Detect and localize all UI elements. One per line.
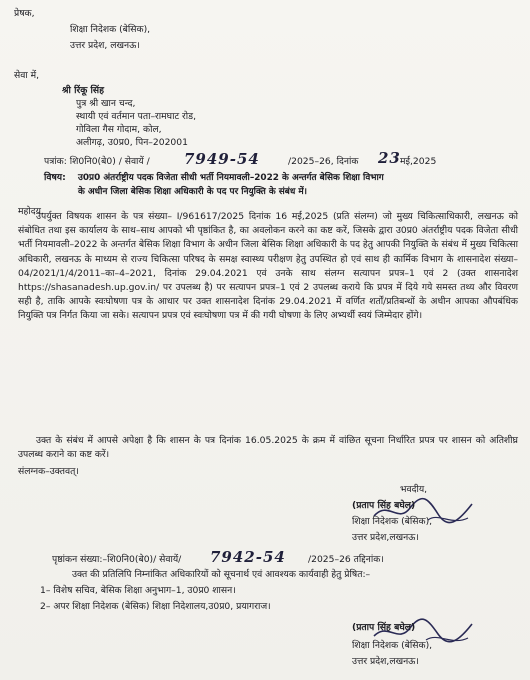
body-paragraph-1 xyxy=(18,210,518,324)
recipient-line-3: गोविला गैस गोदाम, कोल, xyxy=(76,124,162,135)
enclosure: संलग्नक–उक्तवत्। xyxy=(18,466,79,477)
subject-line-1: उ0प्र0 अंतर्राष्ट्रीय पदक विजेता सीधी भर्ती नियमावली–2022 के अन्तर्गत बेसिक शिक्षा विभाग xyxy=(78,173,384,183)
signatory-place-1: उत्तर प्रदेश,लखनऊ। xyxy=(352,532,419,543)
closing: भवदीय, xyxy=(400,484,428,495)
endorsement-item-2: 2– अपर शिक्षा निदेशक (बेसिक) शिक्षा निदेशालय,उ0प्र0, प्रयागराज। xyxy=(40,601,271,612)
endorsement-item-1: 1– विशेष सचिव, बेसिक शिक्षा अनुभाग–1, उ0प्र0 शासन। xyxy=(40,585,236,596)
subject-line-2: के अधीन जिला बेसिक शिक्षा अधिकारी के पद पर नियुक्ति के संबंध में। xyxy=(78,187,308,197)
signatory-title-2: शिक्षा निदेशक (बेसिक), xyxy=(352,640,433,651)
from-line-2: उत्तर प्रदेश, लखनऊ। xyxy=(70,40,140,51)
signatory-place-2: उत्तर प्रदेश,लखनऊ। xyxy=(352,656,419,667)
endorsement-suffix: /2025–26 तद्दिनांक। xyxy=(308,554,384,565)
salutation: महोदय, xyxy=(18,206,44,217)
patrank-number-handwritten: 7949-54 xyxy=(184,150,260,168)
signatory-name-1: (प्रताप सिंह बघेल) xyxy=(352,500,416,511)
endorsement-number-handwritten: 7942-54 xyxy=(210,548,286,566)
signatory-name-2: (प्रताप सिंह बघेल) xyxy=(352,622,416,633)
recipient-name: श्री रिंकू सिंह xyxy=(62,85,104,96)
patrank-month: मई,2025 xyxy=(400,156,437,167)
to-label: सेवा में, xyxy=(14,70,40,81)
endorsement-prefix: पृष्ठांकन संख्या:–शि0नि0(बे0)/ सेवायें/ xyxy=(52,554,182,565)
body-paragraph-2 xyxy=(18,434,518,462)
from-line-1: शिक्षा निदेशक (बेसिक), xyxy=(70,24,151,35)
patrank-prefix: पत्रांक: शि0नि0(बे0) / सेवायें / xyxy=(44,156,150,167)
patrank-date: /2025–26, दिनांक xyxy=(288,156,359,167)
from-label: प्रेषक, xyxy=(14,8,35,19)
patrank-day-handwritten: 23 xyxy=(378,149,401,167)
para1-text: उपर्युक्त विषयक शासन के पत्र संख्या– I/961617/2025 दिनांक 16 मई,2025 (प्रति संलग्न) जो मुख्य चिकित्साधिकारी, लखनऊ को संबोधित तथा इस कार्यालय के साथ–साथ आपको भी पृष्ठांकित है, का अवलोकन करने का कष्ट करें, जिसके द्वारा उ0प्र0 अंतर्राष्ट्रीय पदक विजेता सीधी भर्ती नियमावली–2022 के अन्तर्गत बेसिक शिक्षा विभाग के अधीन जिला बेसिक शिक्षा अधिकारी के पद हेतु आपकी नियुक्ति के संबंध में मुख्य चिकित्सा अधिकारी, लखनऊ के माध्यम से राज्य चिकित्सा परिषद के समक्ष स्वास्थ्य परीक्षण हेतु उपस्थित हो एवं साथ ही कार्मिक विभाग के शासनादेश संख्या–04/2021/1/4/2011–का–4–2021, दिनांक 29.04.2021 एवं उनके साथ संलग्न सत्यापन प्रपत्र–1 एवं 2 (उक्त शासनादेश https://shasanadesh.up.gov.in/ पर उपलब्ध है) पर सत्यापन प्रपत्र–1 एवं 2 उपलब्ध कराये कि प्रपत्र में दिये गये समस्त तथ्य और विवरण सही है, ताकि आपके स्वःघोषणा पत्र के आधार पर उक्त शासनादेश दिनांक 29.04.2021 में वर्णित शर्तों/प्रतिबन्धों के अधीन आपका औपबंधिक नियुक्ति पत्र निर्गत किया जा सके। सत्यापन प्रपत्र एवं स्वःघोषणा पत्र में की गयी घोषणा के लिए अभ्यर्थी स्वयं जिम्मेदार होंगे। xyxy=(18,211,518,322)
signatory-title-1: शिक्षा निदेशक (बेसिक), xyxy=(352,516,433,527)
recipient-line-1: पुत्र श्री खान चन्द, xyxy=(76,98,136,109)
para2-text: उक्त के संबंध में आपसे अपेक्षा है कि शासन के पत्र दिनांक 16.05.2025 के क्रम में वांछित सूचना निर्धारित प्रपत्र पर शासन को अतिशीघ्र उपलब्ध कराने का कष्ट करें। xyxy=(18,435,518,461)
endorsement-intro: उक्त की प्रतिलिपि निम्नांकित अधिकारियों को सूचनार्थ एवं आवश्यक कार्यवाही हेतु प्रेषित:– xyxy=(72,569,371,580)
subject-label: विषय: xyxy=(44,172,66,183)
recipient-line-4: अलीगढ़, उ0प्र0, पिन–202001 xyxy=(76,137,188,148)
recipient-line-2: स्थायी एवं वर्तमान पता–रामघाट रोड, xyxy=(76,111,197,122)
